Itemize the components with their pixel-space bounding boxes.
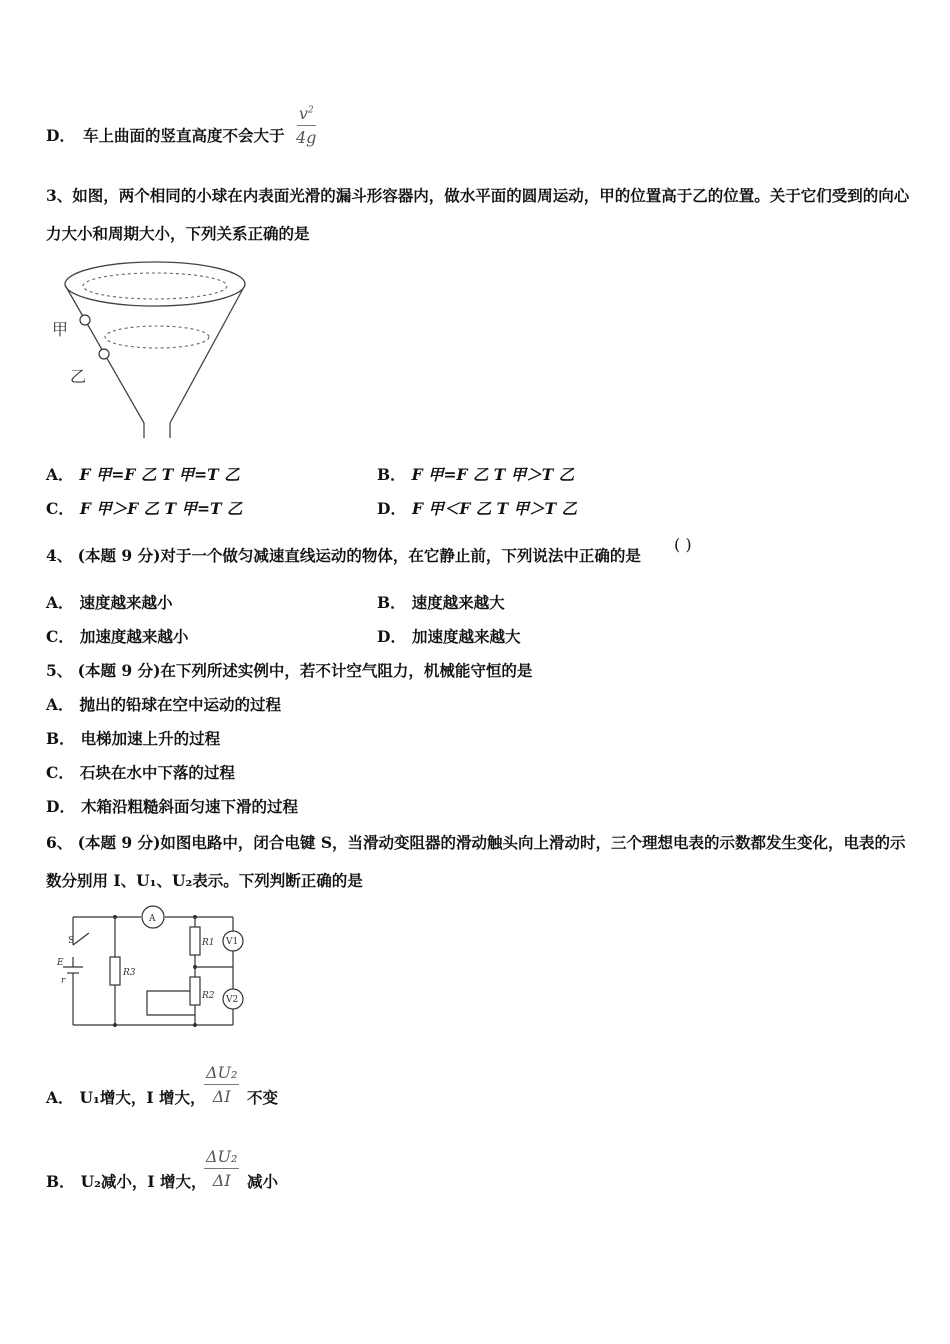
q6-option-b-fraction: $\frac{\text{ΔU₂}}{\Delta I}$	[206, 1147, 238, 1190]
v2-label: V2	[226, 995, 239, 1005]
q6-option-a: A． U₁增大，I 增大，	[46, 1088, 206, 1107]
q6-option-b: B． U₂减小，I 增大，	[46, 1172, 207, 1191]
v1-label: V1	[226, 937, 239, 947]
q5-stem: 5、 (本题 9 分)在下列所述实例中，若不计空气阻力，机械能守恒的是	[46, 661, 533, 680]
label-jia: 甲	[52, 320, 69, 339]
circuit-diagram	[55, 905, 255, 1030]
switch-label: S	[68, 936, 75, 946]
ammeter-label: A	[149, 914, 156, 924]
r3-label: R3	[123, 968, 136, 978]
r2-label: R2	[202, 991, 215, 1001]
q4-option-d: D． 加速度越来越大	[377, 627, 521, 646]
q5-option-a: A． 抛出的铅球在空中运动的过程	[46, 695, 282, 714]
funnel-figure	[52, 258, 252, 443]
q2-option-d-text: 车上曲面的竖直高度不会大于	[82, 126, 285, 145]
q4-option-a: A． 速度越来越小	[46, 593, 173, 612]
q6-option-a-fraction: $\frac{\text{ΔU₂}}{\Delta I}$	[206, 1063, 238, 1106]
q2-option-d	[46, 128, 284, 144]
ball-yi	[99, 349, 109, 359]
q4-answer-paren: ( )	[674, 535, 692, 554]
fraction-numerator: $v^2$	[297, 104, 316, 126]
q4-option-b: B． 速度越来越大	[377, 593, 505, 612]
internal-r-label: r	[61, 976, 66, 986]
q5-option-b: B． 电梯加速上升的过程	[46, 729, 221, 748]
emf-label: E	[57, 958, 64, 968]
q4-option-c: C． 加速度越来越小	[46, 627, 189, 646]
fraction-denominator: 4g	[296, 128, 317, 147]
q3-option-c: C． F 甲＞F 乙 T 甲=T 乙	[46, 499, 243, 518]
q5-option-d: D． 木箱沿粗糙斜面匀速下滑的过程	[46, 797, 298, 816]
q6-option-b-post: 减小	[247, 1172, 279, 1191]
q2-option-d-letter: D．	[46, 126, 75, 145]
q6-option-a-post: 不变	[247, 1088, 279, 1107]
q5-option-c: C． 石块在水中下落的过程	[46, 763, 235, 782]
q3-stem: 3、如图，两个相同的小球在内表面光滑的漏斗形容器内，做水平面的圆周运动，甲的位置高于乙的位置。关于它们受到的向心力大小和周期大小，下列关系正确的是	[46, 186, 910, 243]
label-yi: 乙	[70, 367, 87, 386]
ball-jia	[80, 315, 90, 325]
q6-stem: 6、 (本题 9 分)如图电路中，闭合电键 S，当滑动变阻器的滑动触头向上滑动时，三个理想电表的示数都发生变化，电表的示数分别用 I、U₁、U₂表示。下列判断正确的是	[46, 833, 906, 890]
q4-stem: 4、 (本题 9 分)对于一个做匀减速直线运动的物体，在它静止前，下列说法中正确的是	[46, 546, 641, 565]
q3-option-d: D． F 甲＜F 乙 T 甲＞T 乙	[377, 499, 578, 518]
q2-option-d-fraction	[296, 104, 316, 147]
q3-option-b: B． F 甲=F 乙 T 甲＞T 乙	[377, 465, 575, 484]
r1-label: R1	[202, 938, 215, 948]
q3-option-a: A． F 甲=F 乙 T 甲=T 乙	[46, 465, 240, 484]
